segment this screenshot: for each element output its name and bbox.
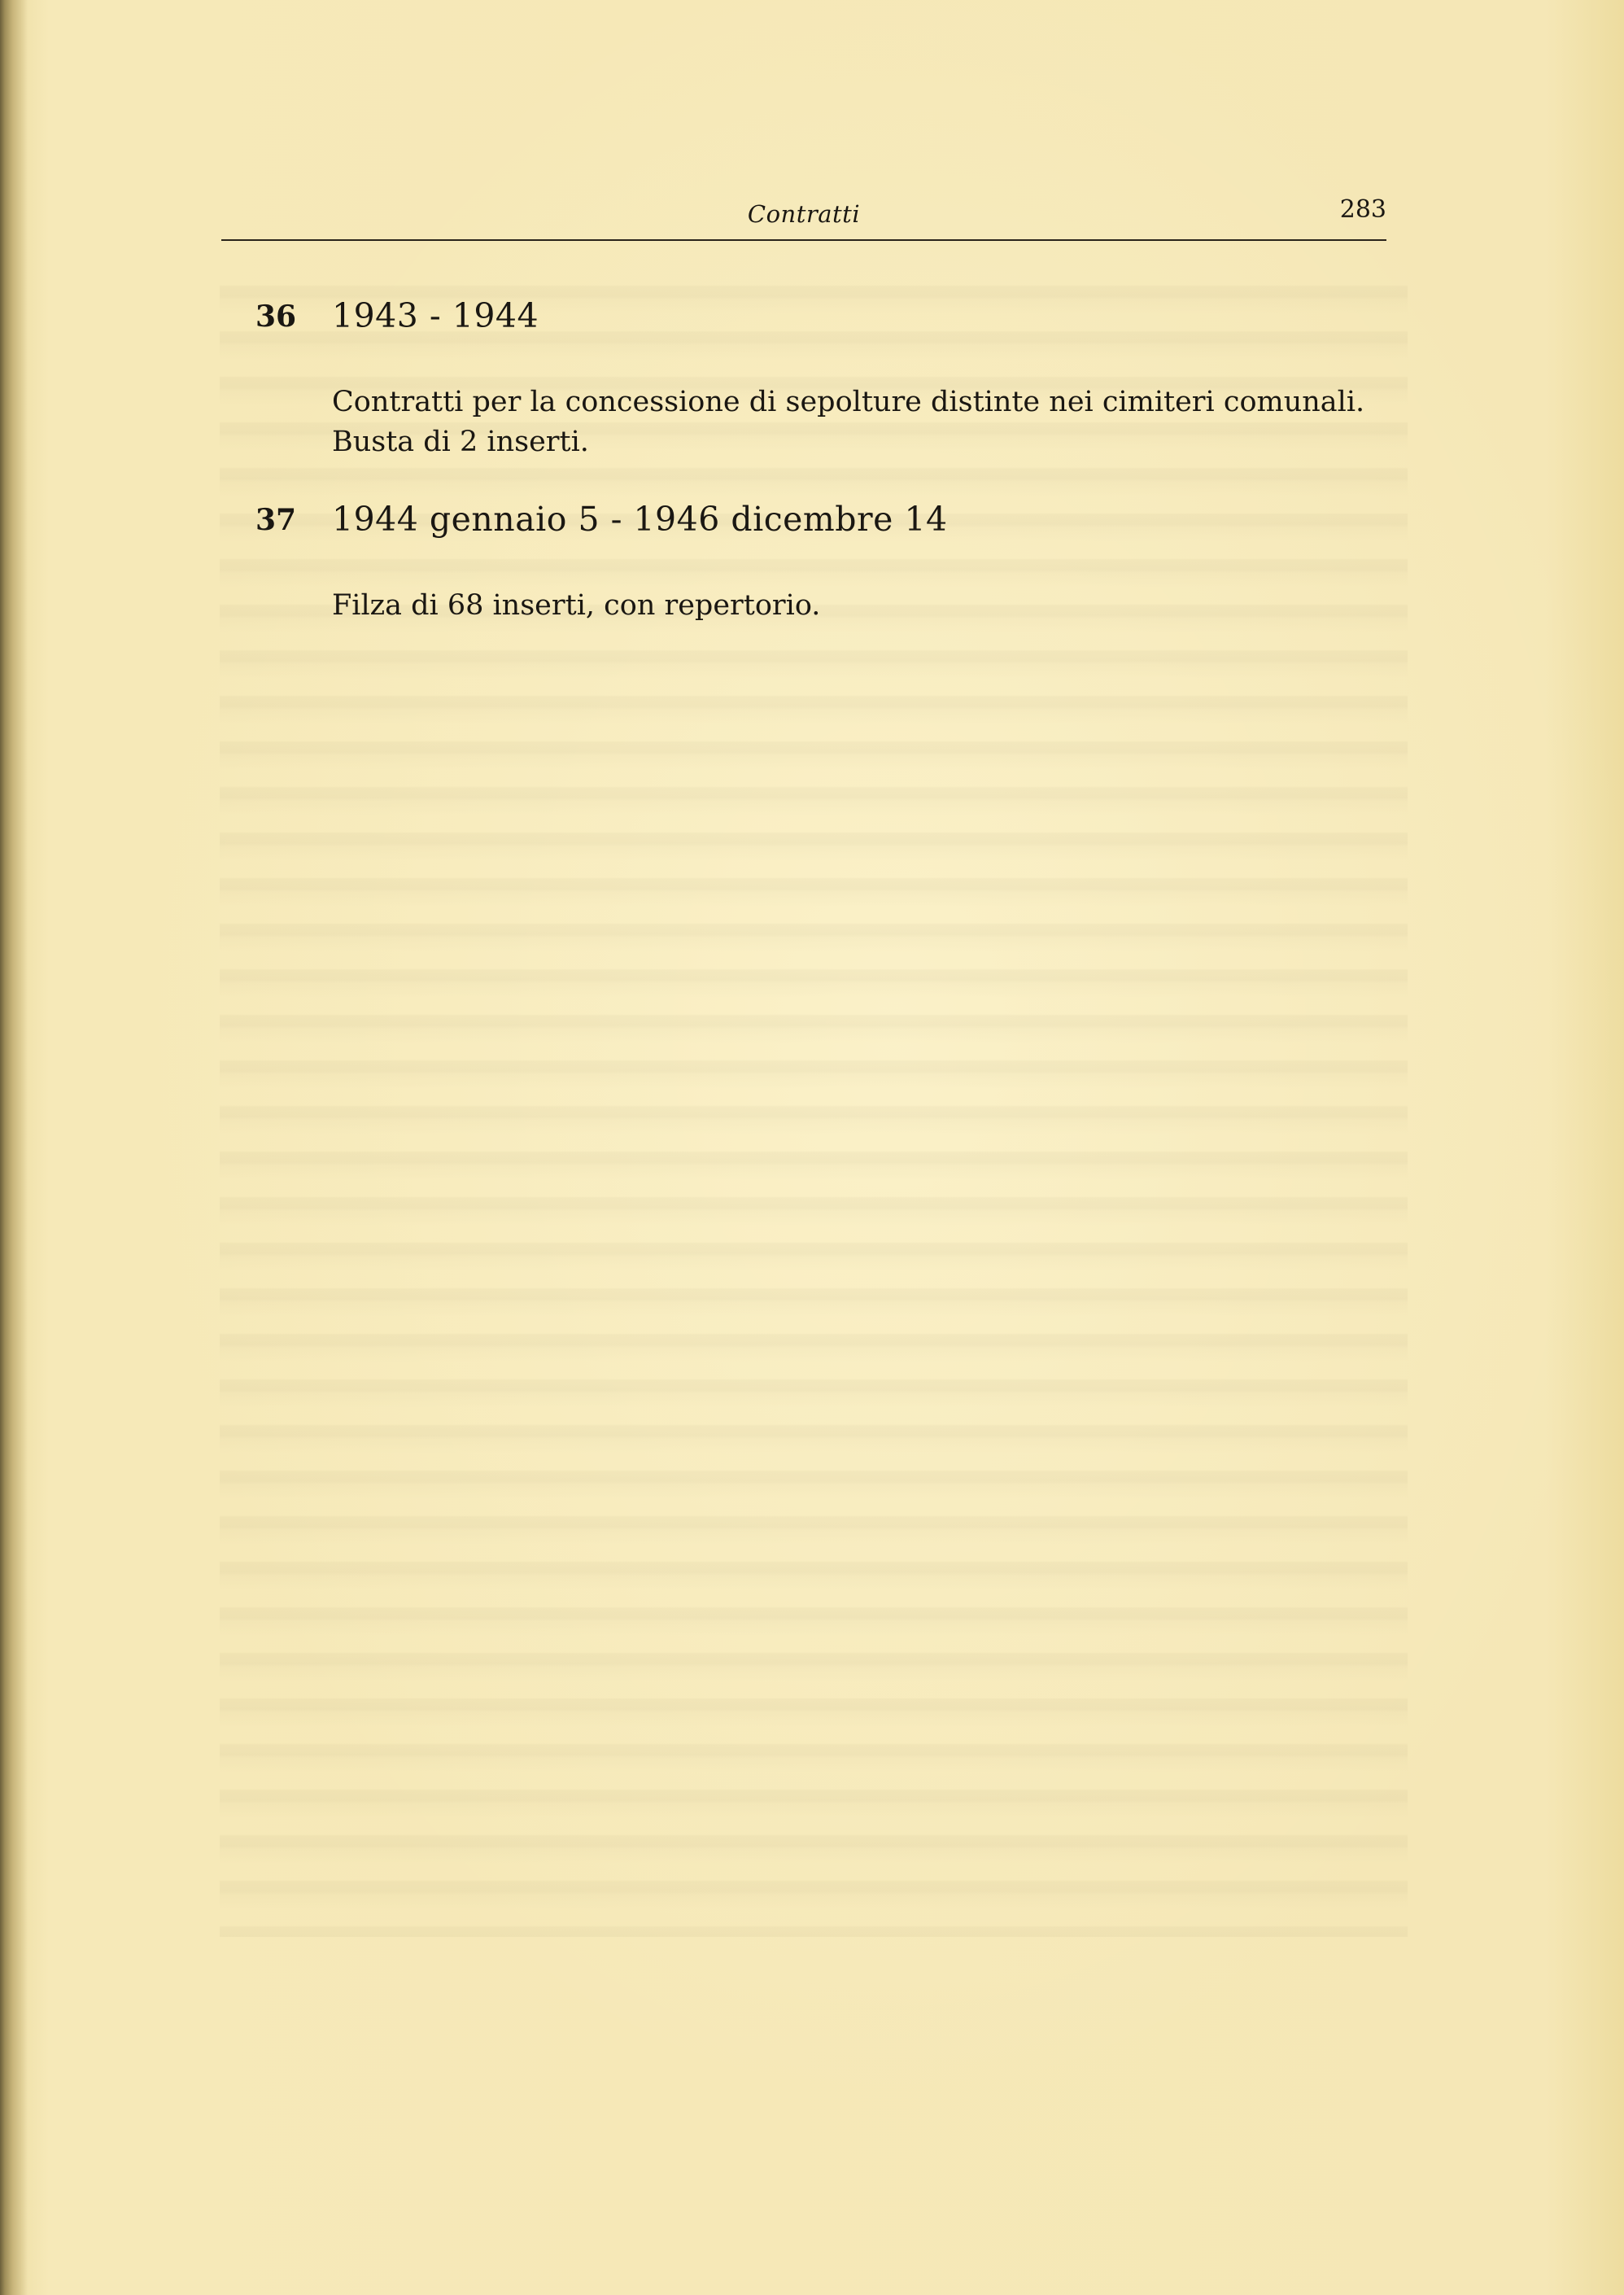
entry-date: 1944 gennaio 5 - 1946 dicembre 14 [332,500,948,539]
entry-description [332,382,1399,462]
catalog-entry-37 [244,500,1399,626]
page-number: 283 [1339,195,1386,224]
entry-description-line: Contratti per la concessione di sepolture distinte nei cimiteri comunali. [332,386,1365,418]
entry-heading [244,500,1399,550]
entry-description [332,586,1399,626]
entry-number: 36 [255,299,297,334]
catalog-entry-36 [244,296,1399,462]
running-head-title: Contratti [747,200,861,228]
entry-heading [244,296,1399,347]
entry-description-line: Filza di 68 inserti, con repertorio. [332,589,821,622]
book-spine-shadow [0,0,28,2295]
entry-description-line: Busta di 2 inserti. [332,426,589,458]
running-head [221,189,1386,241]
entry-number: 37 [255,503,297,537]
entry-date: 1943 - 1944 [332,296,539,335]
